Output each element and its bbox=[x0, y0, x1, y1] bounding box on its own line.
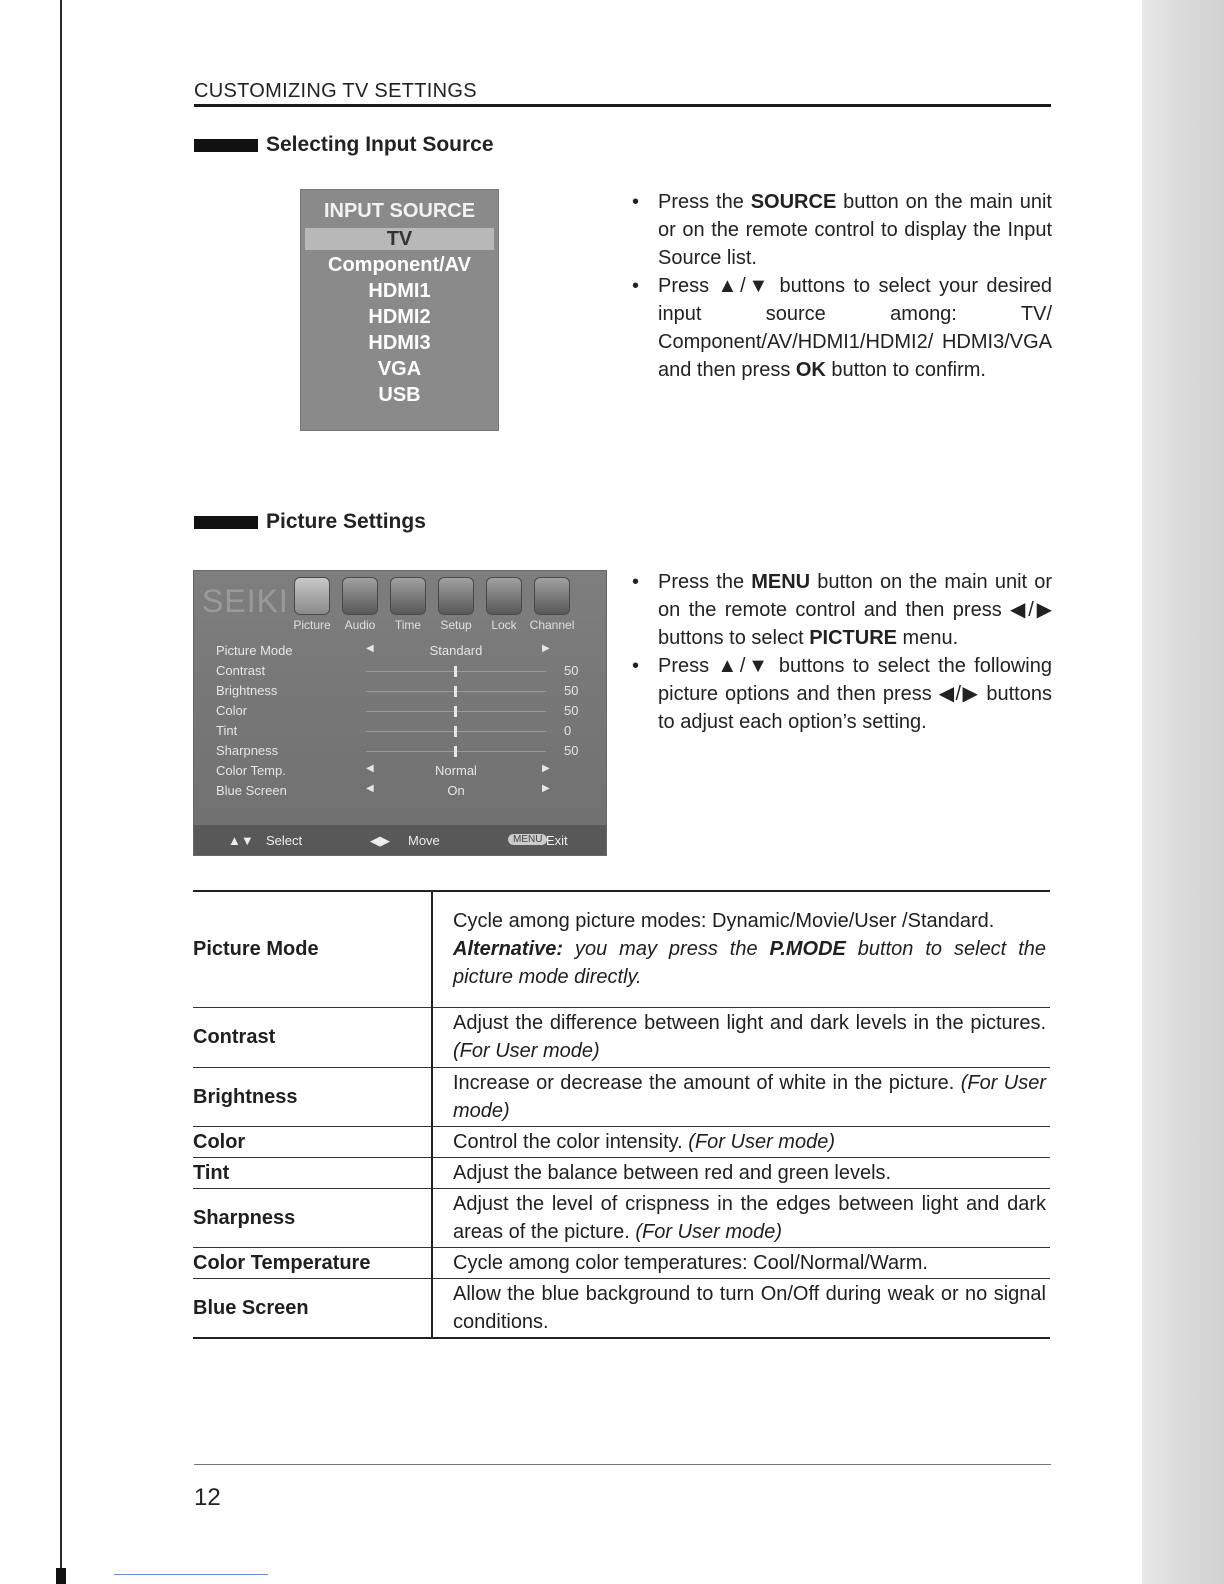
bottom-underline bbox=[114, 1574, 268, 1575]
right-arrow-icon: ▶ bbox=[542, 643, 550, 654]
seiki-logo: SEIKI bbox=[202, 583, 289, 619]
bullet: • Press the MENU button on the main unit or on the remote control and then press ◀/▶ buttons to select PICTURE menu. bbox=[632, 568, 1052, 652]
table-row: Sharpness Adjust the level of crispness in the edges between light and dark areas of the picture. (For User mode) bbox=[193, 1188, 1050, 1247]
lock-icon bbox=[486, 577, 522, 615]
bullet: • Press ▲/▼ buttons to select the following picture options and then press ◀/▶ buttons to adjust each option’s setting. bbox=[632, 652, 1052, 736]
clock-icon bbox=[390, 577, 426, 615]
picture-settings-instructions bbox=[632, 568, 1052, 736]
tab-time[interactable]: Time bbox=[388, 577, 428, 632]
corner-mark bbox=[56, 1568, 66, 1584]
page-edge-shadow bbox=[1142, 0, 1224, 1584]
picture-icon bbox=[294, 577, 330, 615]
table-row: Color Control the color intensity. (For User mode) bbox=[193, 1126, 1050, 1157]
tab-setup[interactable]: Setup bbox=[436, 577, 476, 632]
slider-knob bbox=[454, 666, 457, 677]
menu-row-brightness[interactable]: Brightness 50 bbox=[216, 683, 579, 698]
menu-footer bbox=[194, 825, 606, 855]
section-rule bbox=[194, 104, 1051, 107]
up-down-icon: ▲▼ bbox=[228, 833, 254, 848]
menu-key-icon: MENU bbox=[508, 834, 547, 845]
bullet: • Press ▲/▼ buttons to select your desired input source among: TV/ Component/AV/HDMI1/HDMI2/ HDMI3/VGA and then press OK button to confirm. bbox=[632, 272, 1052, 384]
input-source-item[interactable]: HDMI3 bbox=[368, 332, 431, 354]
tab-audio[interactable]: Audio bbox=[340, 577, 380, 632]
table-row: Color Temperature Cycle among color temperatures: Cool/Normal/Warm. bbox=[193, 1247, 1050, 1278]
left-right-icon: ◀▶ bbox=[370, 833, 390, 848]
bullet: • Press the SOURCE button on the main unit or on the remote control to display the Input Source list. bbox=[632, 188, 1052, 272]
menu-row-blue-screen[interactable]: Blue Screen ◀ On ▶ bbox=[216, 783, 550, 798]
setup-icon bbox=[438, 577, 474, 615]
picture-menu-screenshot bbox=[193, 570, 607, 856]
slider-knob bbox=[454, 726, 457, 737]
table-row: Brightness Increase or decrease the amount of white in the picture. (For User mode) bbox=[193, 1067, 1050, 1126]
channel-icon bbox=[534, 577, 570, 615]
footer-select: Select bbox=[266, 833, 303, 848]
menu-rows bbox=[216, 641, 586, 801]
page-number: 12 bbox=[194, 1484, 221, 1511]
heading-input-source bbox=[194, 133, 494, 157]
slider-knob bbox=[454, 686, 457, 697]
input-source-item[interactable]: HDMI2 bbox=[368, 306, 431, 328]
menu-tabs bbox=[292, 577, 575, 632]
footer-exit: Exit bbox=[546, 833, 568, 848]
tab-channel[interactable]: Channel bbox=[532, 577, 572, 632]
table-row: Tint Adjust the balance between red and green levels. bbox=[193, 1157, 1050, 1188]
heading-text: Picture Settings bbox=[266, 510, 426, 533]
table-row: Blue Screen Allow the blue background to turn On/Off during weak or no signal conditions. bbox=[193, 1278, 1050, 1338]
heading-picture-settings bbox=[194, 510, 426, 534]
menu-row-color[interactable]: Color 50 bbox=[216, 703, 579, 718]
menu-row-picture-mode[interactable]: Picture Mode ◀ Standard ▶ bbox=[216, 643, 550, 658]
tab-lock[interactable]: Lock bbox=[484, 577, 524, 632]
slider-knob bbox=[454, 706, 457, 717]
binding-rule bbox=[60, 0, 62, 1584]
input-source-instructions bbox=[632, 188, 1052, 384]
right-arrow-icon: ▶ bbox=[542, 763, 550, 774]
input-source-item[interactable]: VGA bbox=[377, 358, 422, 380]
footer-rule bbox=[194, 1464, 1051, 1465]
menu-row-sharpness[interactable]: Sharpness 50 bbox=[216, 743, 579, 758]
picture-options-table bbox=[193, 890, 1050, 1339]
input-source-menu-title: INPUT SOURCE bbox=[323, 200, 476, 222]
input-source-item[interactable]: TV bbox=[305, 228, 494, 250]
input-source-item[interactable]: Component/AV bbox=[328, 254, 471, 276]
heading-bar bbox=[194, 139, 258, 152]
input-source-item[interactable]: USB bbox=[378, 384, 421, 406]
menu-row-color-temp[interactable]: Color Temp. ◀ Normal ▶ bbox=[216, 763, 550, 778]
slider-knob bbox=[454, 746, 457, 757]
audio-icon bbox=[342, 577, 378, 615]
right-arrow-icon: ▶ bbox=[542, 783, 550, 794]
footer-move: Move bbox=[408, 833, 440, 848]
heading-bar bbox=[194, 516, 258, 529]
section-title: CUSTOMIZING TV SETTINGS bbox=[194, 80, 477, 102]
tab-picture[interactable]: Picture bbox=[292, 577, 332, 632]
left-arrow-icon: ◀ bbox=[366, 763, 374, 774]
table-row: Picture Mode Cycle among picture modes: Dynamic/Movie/User /Standard. Alternative: you may press the P.MODE button to select the picture mode directly. bbox=[193, 891, 1050, 1007]
menu-row-contrast[interactable]: Contrast 50 bbox=[216, 663, 579, 678]
table-row: Contrast Adjust the difference between light and dark levels in the pictures. (For User mode) bbox=[193, 1007, 1050, 1067]
input-source-menu bbox=[300, 189, 499, 431]
input-source-item[interactable]: HDMI1 bbox=[368, 280, 431, 302]
menu-row-tint[interactable]: Tint 0 bbox=[216, 723, 572, 738]
heading-text: Selecting Input Source bbox=[266, 133, 494, 156]
left-arrow-icon: ◀ bbox=[366, 643, 374, 654]
left-arrow-icon: ◀ bbox=[366, 783, 374, 794]
